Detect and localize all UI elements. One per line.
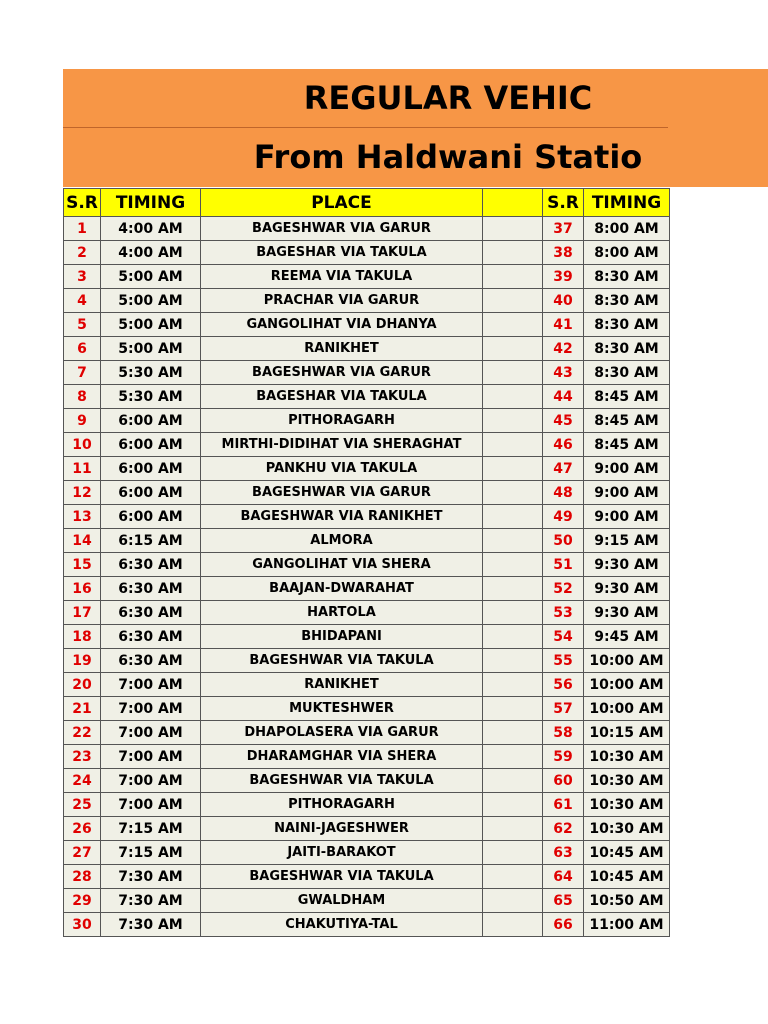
serial-number-cell-2: 50 [543,529,584,553]
blank-cell [483,601,543,625]
table-row [64,817,670,841]
serial-number-cell-2: 44 [543,385,584,409]
timing-cell: 7:00 AM [101,697,201,721]
place-cell: RANIKHET [201,337,483,361]
place-cell: BAGESHWAR VIA GARUR [201,217,483,241]
timing-cell-2: 9:00 AM [584,505,670,529]
blank-cell [483,433,543,457]
blank-cell [483,625,543,649]
serial-number-cell: 23 [64,745,101,769]
serial-number-cell-2: 39 [543,265,584,289]
timing-cell-2: 10:30 AM [584,745,670,769]
serial-number-cell: 3 [64,265,101,289]
serial-number-cell-2: 45 [543,409,584,433]
timing-cell-2: 10:15 AM [584,721,670,745]
serial-number-cell: 15 [64,553,101,577]
serial-number-cell: 29 [64,889,101,913]
timing-cell-2: 8:45 AM [584,409,670,433]
blank-cell [483,529,543,553]
timing-cell: 5:30 AM [101,361,201,385]
serial-number-cell-2: 66 [543,913,584,937]
blank-cell [483,745,543,769]
place-cell: BAGESHWAR VIA TAKULA [201,769,483,793]
blank-cell [483,865,543,889]
timing-cell-2: 11:00 AM [584,913,670,937]
table-row [64,721,670,745]
timing-cell-2: 8:00 AM [584,217,670,241]
timing-cell: 5:00 AM [101,289,201,313]
table-row [64,673,670,697]
table-row [64,649,670,673]
place-cell: DHARAMGHAR VIA SHERA [201,745,483,769]
timing-cell: 7:30 AM [101,865,201,889]
timing-cell-2: 10:00 AM [584,673,670,697]
place-cell: GWALDHAM [201,889,483,913]
serial-number-cell-2: 60 [543,769,584,793]
place-cell: RANIKHET [201,673,483,697]
blank-cell [483,817,543,841]
table-row [64,313,670,337]
blank-cell [483,577,543,601]
place-cell: MUKTESHWER [201,697,483,721]
serial-number-cell: 30 [64,913,101,937]
blank-cell [483,217,543,241]
serial-number-cell: 8 [64,385,101,409]
place-cell: PITHORAGARH [201,793,483,817]
timing-cell: 6:00 AM [101,409,201,433]
serial-number-cell-2: 54 [543,625,584,649]
column-header-sr-2: S.R [543,189,584,217]
timing-cell-2: 10:45 AM [584,865,670,889]
timing-cell: 7:30 AM [101,889,201,913]
serial-number-cell-2: 43 [543,361,584,385]
table-row [64,577,670,601]
timing-cell: 6:00 AM [101,457,201,481]
table-row [64,289,670,313]
timing-cell: 7:00 AM [101,673,201,697]
table-row [64,697,670,721]
schedule-body [64,217,670,937]
timing-cell: 6:30 AM [101,601,201,625]
blank-cell [483,553,543,577]
serial-number-cell-2: 46 [543,433,584,457]
serial-number-cell: 16 [64,577,101,601]
table-row [64,265,670,289]
blank-cell [483,361,543,385]
blank-cell [483,769,543,793]
blank-cell [483,697,543,721]
table-row [64,361,670,385]
timing-cell: 4:00 AM [101,217,201,241]
timing-cell: 6:30 AM [101,625,201,649]
place-cell: BAGESHWAR VIA GARUR [201,481,483,505]
place-cell: BAGESHWAR VIA TAKULA [201,649,483,673]
blank-cell [483,385,543,409]
serial-number-cell-2: 56 [543,673,584,697]
timing-cell: 6:15 AM [101,529,201,553]
serial-number-cell: 14 [64,529,101,553]
blank-cell [483,673,543,697]
table-row [64,865,670,889]
timing-cell-2: 8:00 AM [584,241,670,265]
timing-cell-2: 8:30 AM [584,265,670,289]
place-cell: BAGESHAR VIA TAKULA [201,241,483,265]
serial-number-cell: 10 [64,433,101,457]
serial-number-cell: 22 [64,721,101,745]
table-row [64,409,670,433]
timing-cell: 7:15 AM [101,841,201,865]
serial-number-cell: 17 [64,601,101,625]
blank-cell [483,721,543,745]
timing-cell-2: 10:30 AM [584,793,670,817]
serial-number-cell-2: 63 [543,841,584,865]
timing-cell-2: 9:15 AM [584,529,670,553]
serial-number-cell-2: 61 [543,793,584,817]
serial-number-cell: 19 [64,649,101,673]
table-row [64,793,670,817]
serial-number-cell-2: 64 [543,865,584,889]
blank-cell [483,505,543,529]
table-row [64,769,670,793]
blank-cell [483,289,543,313]
serial-number-cell: 2 [64,241,101,265]
serial-number-cell: 21 [64,697,101,721]
timing-cell-2: 8:45 AM [584,433,670,457]
serial-number-cell-2: 58 [543,721,584,745]
serial-number-cell-2: 51 [543,553,584,577]
title-line-2: From Haldwani Statio [253,138,643,176]
blank-cell [483,313,543,337]
timing-cell: 5:00 AM [101,313,201,337]
blank-cell [483,913,543,937]
place-cell: CHAKUTIYA-TAL [201,913,483,937]
serial-number-cell: 7 [64,361,101,385]
timing-cell: 7:15 AM [101,817,201,841]
serial-number-cell-2: 52 [543,577,584,601]
timing-cell: 6:00 AM [101,505,201,529]
serial-number-cell-2: 41 [543,313,584,337]
timing-cell: 6:30 AM [101,649,201,673]
column-header-timing: TIMING [101,189,201,217]
place-cell: BHIDAPANI [201,625,483,649]
table-row [64,217,670,241]
column-header-timing-2: TIMING [584,189,670,217]
table-row [64,601,670,625]
place-cell: REEMA VIA TAKULA [201,265,483,289]
title-banner [63,69,768,187]
table-row [64,337,670,361]
timing-cell-2: 8:30 AM [584,337,670,361]
serial-number-cell: 28 [64,865,101,889]
serial-number-cell-2: 47 [543,457,584,481]
timing-cell-2: 9:30 AM [584,601,670,625]
serial-number-cell-2: 62 [543,817,584,841]
timing-cell: 6:30 AM [101,577,201,601]
table-header-row [64,189,670,217]
place-cell: BAGESHWAR VIA RANIKHET [201,505,483,529]
serial-number-cell: 13 [64,505,101,529]
title-banner-clip [63,69,668,187]
timing-cell: 4:00 AM [101,241,201,265]
timing-cell-2: 8:30 AM [584,361,670,385]
place-cell: BAGESHAR VIA TAKULA [201,385,483,409]
serial-number-cell-2: 40 [543,289,584,313]
table-row [64,745,670,769]
timing-cell: 6:30 AM [101,553,201,577]
timing-cell: 5:00 AM [101,337,201,361]
timing-cell-2: 9:30 AM [584,577,670,601]
timing-cell: 7:00 AM [101,793,201,817]
serial-number-cell: 6 [64,337,101,361]
table-row [64,385,670,409]
serial-number-cell: 4 [64,289,101,313]
place-cell: DHAPOLASERA VIA GARUR [201,721,483,745]
timing-cell-2: 10:00 AM [584,697,670,721]
place-cell: MIRTHI-DIDIHAT VIA SHERAGHAT [201,433,483,457]
serial-number-cell-2: 42 [543,337,584,361]
serial-number-cell-2: 49 [543,505,584,529]
table-row [64,889,670,913]
table-row [64,913,670,937]
serial-number-cell-2: 38 [543,241,584,265]
timing-cell: 7:00 AM [101,769,201,793]
timing-cell: 6:00 AM [101,433,201,457]
place-cell: BAAJAN-DWARAHAT [201,577,483,601]
schedule-table [63,188,670,937]
serial-number-cell: 26 [64,817,101,841]
title-line-1: REGULAR VEHIC [63,69,668,128]
table-row [64,529,670,553]
timing-cell-2: 10:45 AM [584,841,670,865]
timing-cell-2: 9:00 AM [584,457,670,481]
place-cell: BAGESHWAR VIA TAKULA [201,865,483,889]
blank-cell [483,241,543,265]
place-cell: JAITI-BARAKOT [201,841,483,865]
blank-cell [483,481,543,505]
serial-number-cell-2: 65 [543,889,584,913]
table-row [64,505,670,529]
serial-number-cell-2: 59 [543,745,584,769]
timing-cell-2: 10:50 AM [584,889,670,913]
timing-cell-2: 9:30 AM [584,553,670,577]
serial-number-cell-2: 37 [543,217,584,241]
table-row [64,481,670,505]
blank-cell [483,841,543,865]
table-row [64,241,670,265]
timing-cell: 5:30 AM [101,385,201,409]
column-header-place: PLACE [201,189,483,217]
table-row [64,625,670,649]
blank-cell [483,265,543,289]
blank-cell [483,649,543,673]
timing-cell: 7:00 AM [101,721,201,745]
serial-number-cell: 25 [64,793,101,817]
timing-cell: 5:00 AM [101,265,201,289]
serial-number-cell-2: 48 [543,481,584,505]
timing-cell-2: 8:30 AM [584,313,670,337]
table-row [64,433,670,457]
timing-cell-2: 9:45 AM [584,625,670,649]
timing-cell-2: 9:00 AM [584,481,670,505]
place-cell: PANKHU VIA TAKULA [201,457,483,481]
place-cell: NAINI-JAGESHWER [201,817,483,841]
serial-number-cell: 1 [64,217,101,241]
blank-cell [483,337,543,361]
place-cell: GANGOLIHAT VIA SHERA [201,553,483,577]
timing-cell-2: 10:30 AM [584,817,670,841]
place-cell: GANGOLIHAT VIA DHANYA [201,313,483,337]
place-cell: ALMORA [201,529,483,553]
serial-number-cell: 12 [64,481,101,505]
blank-cell [483,889,543,913]
timing-cell: 7:00 AM [101,745,201,769]
timing-cell: 6:00 AM [101,481,201,505]
serial-number-cell: 24 [64,769,101,793]
table-row [64,841,670,865]
blank-cell [483,409,543,433]
timing-cell-2: 10:00 AM [584,649,670,673]
serial-number-cell-2: 55 [543,649,584,673]
column-header-blank [483,189,543,217]
serial-number-cell: 18 [64,625,101,649]
timing-cell-2: 8:45 AM [584,385,670,409]
column-header-sr: S.R [64,189,101,217]
timing-cell: 7:30 AM [101,913,201,937]
place-cell: BAGESHWAR VIA GARUR [201,361,483,385]
serial-number-cell: 5 [64,313,101,337]
timing-cell-2: 8:30 AM [584,289,670,313]
place-cell: PRACHAR VIA GARUR [201,289,483,313]
timing-cell-2: 10:30 AM [584,769,670,793]
serial-number-cell-2: 57 [543,697,584,721]
serial-number-cell: 11 [64,457,101,481]
serial-number-cell: 20 [64,673,101,697]
table-row [64,553,670,577]
place-cell: HARTOLA [201,601,483,625]
blank-cell [483,457,543,481]
serial-number-cell: 27 [64,841,101,865]
blank-cell [483,793,543,817]
serial-number-cell-2: 53 [543,601,584,625]
table-row [64,457,670,481]
serial-number-cell: 9 [64,409,101,433]
place-cell: PITHORAGARH [201,409,483,433]
